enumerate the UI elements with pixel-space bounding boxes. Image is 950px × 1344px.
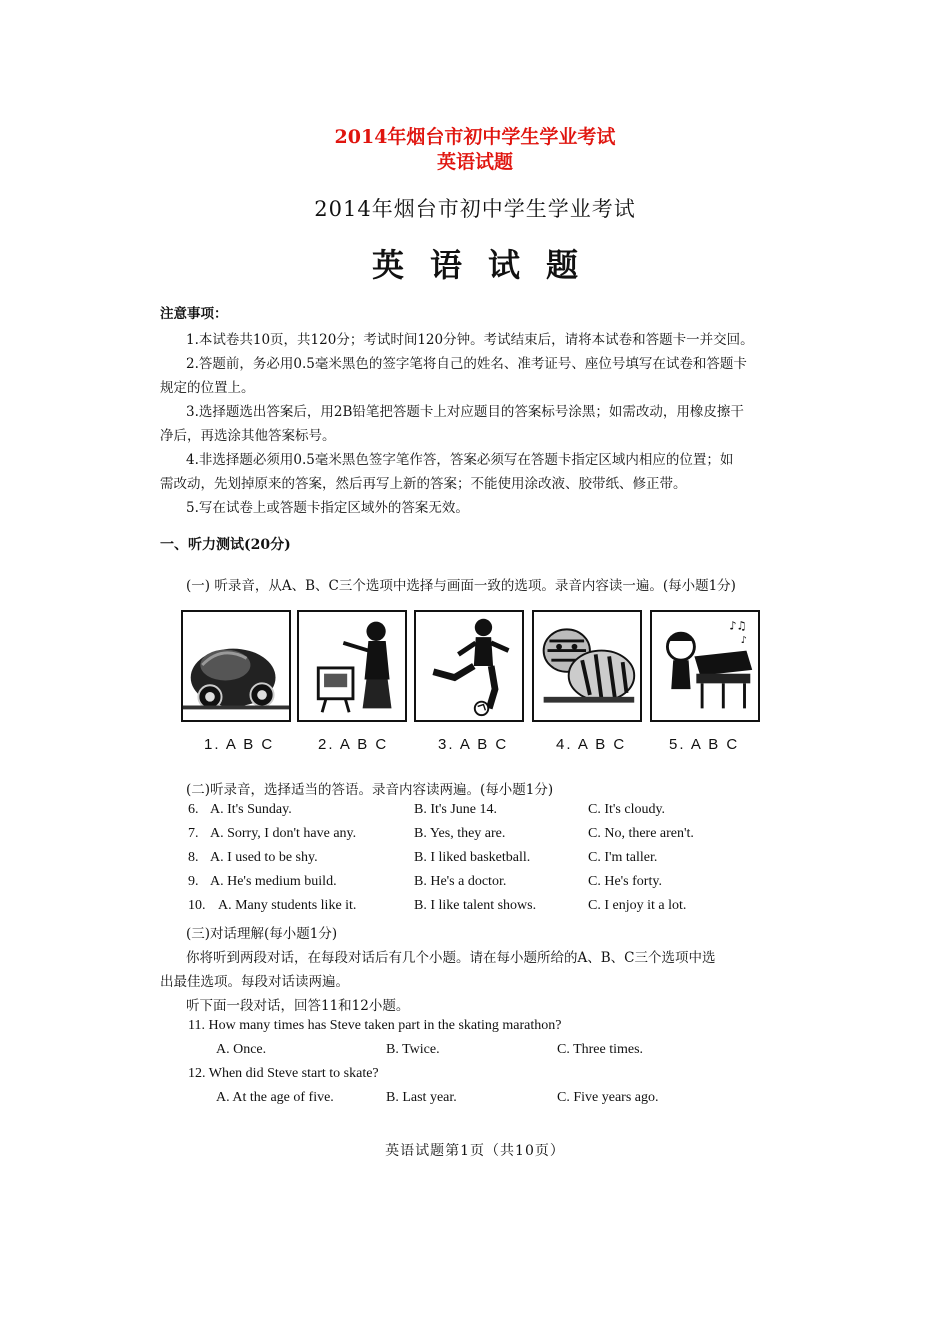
option-c: C. He's forty. [588, 874, 662, 889]
question-12-option-b: B. Last year. [386, 1090, 457, 1105]
page-footer: 英语试题第1页（共10页） [385, 1143, 565, 1159]
dialog-intro: 听下面一段对话，回答11和12小题。 [186, 998, 410, 1014]
car-picture [181, 610, 291, 722]
question-number: 6. [188, 802, 199, 817]
picture-caption-4: 4. A B C [556, 736, 627, 753]
picture-caption-2: 2. A B C [318, 736, 389, 753]
red-title-line-1: 2014年烟台市初中学生学业考试 [334, 126, 616, 148]
option-c: C. I'm taller. [588, 850, 658, 865]
notice-line-6: 4.非选择题必须用0.5毫米黑色签字笔作答，答案必须写在答题卡指定区域内相应的位置；如 [186, 452, 734, 468]
question-11-option-c: C. Three times. [557, 1042, 644, 1057]
option-a: A. I used to be shy. [210, 850, 318, 865]
option-a: A. Sorry, I don't have any. [210, 826, 357, 841]
option-a: A. It's Sunday. [210, 802, 292, 817]
question-12-stem: 12. When did Steve start to skate? [188, 1066, 379, 1081]
option-a: A. He's medium build. [210, 874, 337, 889]
question-12-option-c: C. Five years ago. [557, 1090, 659, 1105]
part1-instructions: (一) 听录音，从A、B、C三个选项中选择与画面一致的选项。录音内容读一遍。(每小题1分) [186, 578, 736, 594]
exam-main-title: 英语试题 [371, 246, 604, 284]
option-c: C. It's cloudy. [588, 802, 666, 817]
option-a: A. Many students like it. [218, 898, 357, 913]
notice-line-2: 2.答题前，务必用0.5毫米黑色的签字笔将自己的姓名、准考证号、座位号填写在试卷和答题卡 [186, 356, 747, 372]
question-11-option-a: A. Once. [216, 1042, 267, 1057]
notice-line-4: 3.选择题选出答案后，用2B铅笔把答题卡上对应题目的答案标号涂黑；如需改动，用橡皮擦干 [186, 404, 744, 420]
section-listening-title: 一、听力测试(20分) [160, 537, 291, 553]
question-number: 7. [188, 826, 199, 841]
notice-line-7: 需改动，先划掉原来的答案，然后再写上新的答案；不能使用涂改液、胶带纸、修正带。 [160, 476, 687, 492]
question-12-option-a: A. At the age of five. [216, 1090, 334, 1105]
woman-picture [297, 610, 407, 722]
option-b: B. He's a doctor. [414, 874, 507, 889]
tiger-picture [532, 610, 642, 722]
svg-text:♪♫: ♪♫ [729, 618, 747, 633]
part3-instructions-line-1: 你将听到两段对话，在每段对话后有几个小题。请在每小题所给的A、B、C三个选项中选 [186, 950, 716, 966]
picture-caption-5: 5. A B C [669, 736, 740, 753]
option-c: C. I enjoy it a lot. [588, 898, 687, 913]
option-b: B. Yes, they are. [414, 826, 506, 841]
exam-subtitle: 2014年烟台市初中学生学业考试 [314, 197, 636, 221]
picture-caption-1: 1. A B C [204, 736, 275, 753]
soccer-player-picture [414, 610, 524, 722]
notice-line-5: 净后，再选涂其他答案标号。 [160, 428, 336, 444]
question-11-option-b: B. Twice. [386, 1042, 440, 1057]
option-b: B. I liked basketball. [414, 850, 531, 865]
notice-heading: 注意事项： [160, 306, 228, 322]
notice-line-1: 1.本试卷共10页，共120分；考试时间120分钟。考试结束后，请将本试卷和答题卡一并交回。 [186, 332, 754, 348]
part3-instructions-line-2: 出最佳选项。每段对话读两遍。 [160, 974, 349, 990]
part2-instructions: (二)听录音，选择适当的答语。录音内容读两遍。(每小题1分) [186, 782, 554, 798]
option-b: B. It's June 14. [414, 802, 498, 817]
question-number: 8. [188, 850, 199, 865]
svg-text:♪: ♪ [740, 634, 747, 646]
red-title-line-2: 英语试题 [436, 151, 513, 173]
question-11-stem: 11. How many times has Steve taken part in the skating marathon? [188, 1018, 562, 1033]
part3-title: (三)对话理解(每小题1分) [186, 926, 338, 942]
notice-line-3: 规定的位置上。 [160, 380, 255, 396]
option-b: B. I like talent shows. [414, 898, 537, 913]
picture-caption-3: 3. A B C [438, 736, 509, 753]
question-number: 10. [188, 898, 206, 913]
piano-picture [650, 610, 760, 722]
question-number: 9. [188, 874, 199, 889]
option-c: C. No, there aren't. [588, 826, 694, 841]
notice-line-8: 5.写在试卷上或答题卡指定区域外的答案无效。 [186, 500, 469, 516]
